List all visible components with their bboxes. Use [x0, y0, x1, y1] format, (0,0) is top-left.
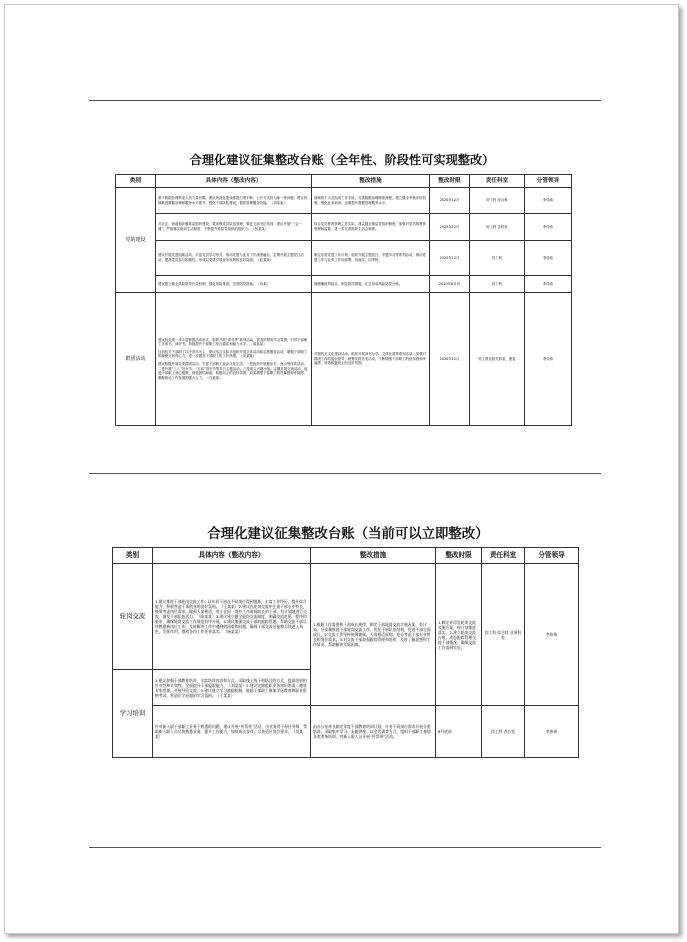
dept-cell: 综工科 办公室: [482, 706, 525, 758]
page2-title: 合理化建议征集整改台账（当前可以立即整改）: [207, 527, 489, 542]
table-row: [116, 276, 572, 293]
deadline-cell: 1.制定并印发轮岗交流实施方案，按计划推进落实。2.建立轮岗交流台账，动态跟踪管理交流干部情况，确保交流工作落到实处。: [436, 564, 482, 706]
page2-header-row: [113, 548, 579, 564]
content-cell: 1.建议加强干部教育培训，丰富培训内容和方式，采取线上线下相结合的方式，提高培训的针对性和实效性，全面提升干部履职能力。（刘某某）2.建议定期组织业务知识培训，邀请专家授课，开展经验交流。3.建议建立学习激励机制，鼓励干部职工参加学历教育和职业资格考试，营造比学赶超的学习氛围。（王某某）: [153, 670, 311, 706]
header-cell: 具体内容（整改内容）: [156, 175, 312, 188]
category-cell: 党的建设: [116, 188, 156, 293]
dept-cell: 综工科 各科室: [470, 214, 525, 241]
document-frame: [4, 4, 679, 934]
deadline-cell: 2020年12月: [430, 188, 470, 214]
category-cell: 学习培训: [113, 670, 153, 758]
header-cell: 整改措施: [312, 175, 430, 188]
header-cell: 类别: [113, 548, 153, 564]
content-paragraph: 目前机关干部职工以中青年为主，建议结合实际多组织开展文体活动和志愿服务活动，增强干部职工的凝聚力和向心力，进一步激发干部职工的工作热情。（吴某某）: [158, 349, 308, 359]
top-rule: [89, 100, 601, 101]
table-row: [116, 241, 572, 276]
deadline-cell: 6月底前: [436, 706, 482, 758]
content-paragraph: 建议积极开展各类群团活动，丰富干部职工业余文化生活，一是组织开展健步走、登山等体育活动，二是开展“三八”妇女节、“五四”青年节等节日主题活动，三是成立兴趣小组，定期开展交流活动，促进干部职工身心健康，营造团结和谐、积极向上的良好氛围，切实增强干部职工的归属感和幸福感，凝聚推动工作发展的强大合力。（马某某）: [158, 362, 308, 380]
leader-cell: 李伟伟: [525, 241, 572, 276]
measure-cell: 1.根据工作需要和干部成长规律，制定干部轮岗交流实施方案，有计划、分步骤推进干部轮岗交流工作，优化干部队伍结构，促进干部全面成长。2.交流工作坚持统筹兼顾、人岗相适原则，充分考虑干部专业特长和岗位需求。3.对交流干部加强跟踪管理和培养，及时了解思想和工作情况，帮助解决实际困难。: [311, 564, 436, 706]
page1-title: 合理化建议征集整改台账（全年性、阶段性可实现整改）: [189, 153, 495, 167]
header-cell: 责任科室: [470, 175, 525, 188]
dept-cell: 综工科 综合科: [470, 188, 525, 214]
table-row: [116, 214, 572, 241]
leader-cell: 李伟伟: [525, 293, 572, 426]
content-paragraph: 建议机关进一步丰富群团活动形式，组织开展“读书季”系列活动，营造浓厚的学习氛围，引导干部职工多读书、读好书，持续提升干部职工综合素质和能力水平。（周某某）: [158, 337, 308, 347]
dept-cell: 综工科 综合科 业务科室: [482, 564, 525, 706]
table-row: [113, 706, 579, 758]
content-cell: 1.建议推进干部轮岗交流工作，让年轻干部在不同岗位得到锻炼，丰富工作经历，提升综合能力，积极营造干事创业的良好氛围。（王某某）2.建议在轮岗交流中注重干部专业特长，统筹考虑岗位需求，做到人岗相适，对于在同一岗位工作时间较长的干部，有计划地进行交流，激发干部队伍活力。（陈某某）3.建议建立健全轮岗交流制度，明确交流范围、程序和要求，确保轮岗交流工作规范有序开展。4.建议加强交流干部的跟踪管理，帮助交流干部尽快熟悉新岗位工作，及时解决工作中遇到的困难和问题，确保干部交流后能够尽快进入角色，发挥作用，推动各项工作任务落实。（杨某某）: [153, 564, 311, 670]
header-cell: 整改时限: [430, 175, 470, 188]
page1-table: [115, 174, 572, 426]
header-cell: 分管领导: [525, 175, 572, 188]
leader-cell: 李伟伟: [525, 214, 572, 241]
bottom-rule: [89, 847, 601, 848]
dept-cell: 综工科及相关科室、团委: [470, 293, 525, 426]
content-cell: 对社区、街道和乡镇基层组织建设，要加强党员队伍管理，强化支部书记培训，建议开展“三会一课”，严格落实组织生活制度，不断提升基层党组织的组织力。（张某某）: [156, 214, 312, 241]
measure-cell: 开展机关文化建设活动，组织开展读书分享、文体比赛等系列活动，加强对群团工作的组织领导，统筹安排各类活动，不断增强干部职工的获得感和幸福感，营造积极向上的良好氛围。: [312, 293, 430, 426]
dept-cell: 综工科: [470, 241, 525, 276]
category-cell: 群团活动: [116, 293, 156, 426]
header-cell: 类别: [116, 175, 156, 188]
table-row: [116, 293, 572, 426]
header-cell: 具体内容（整改内容）: [153, 548, 311, 564]
header-cell: 整改措施: [311, 548, 436, 564]
dept-cell: 综工科: [470, 276, 525, 293]
leader-cell: 李伟伟: [525, 564, 579, 706]
content-cell: [156, 293, 312, 426]
deadline-cell: 2020年12月: [430, 293, 470, 426]
header-cell: 责任科室: [482, 548, 525, 564]
measure-cell: 结合党员教育管理工作实际，建立健全基层党组织制度，加强对党员的教育管理和监督，进一步完善组织生活会制度。: [312, 214, 430, 241]
measure-cell: 由办公室牵头制定年度干部教育培训计划，针对不同岗位需求开展分类培训，采取集中学习、专题讲座、以会代训等方式，组织干部职工参加各类业务培训，对新入职人员开展“传帮带”活动。: [311, 706, 436, 758]
deadline-cell: 2020年6月份: [430, 276, 470, 293]
page-separator: [89, 473, 601, 474]
deadline-cell: 2020年12月: [430, 241, 470, 276]
leader-cell: 李伟伟: [525, 188, 572, 214]
content-cell: 针对新入职干部职工业务不熟悉的问题，建议开展“传帮带”活动，由业务骨干担任导师，帮助新入职人员尽快熟悉业务，提升工作能力，加快成长步伐，尽快适应岗位要求。（吴某某）: [153, 706, 311, 758]
deadline-cell: 2020年12月: [430, 214, 470, 241]
page2-table: [112, 547, 579, 758]
table-row: [113, 564, 579, 670]
category-cell: 轮岗交流: [113, 564, 153, 670]
page1-header-row: [116, 175, 572, 188]
table-row: [116, 188, 572, 214]
measure-cell: 抽调骨干人员组成工作专班，完善数据治理制度流程，建立健全考核评价机制，强化业务培训，全面提升数据管理服务水平。: [312, 188, 430, 214]
leader-cell: 李伟伟: [525, 276, 572, 293]
measure-cell: 制定年度党建工作计划，组织开展主题党日、专题学习等系列活动，推动党建工作与业务工作同部署、同落实、同考核。: [312, 241, 430, 276]
measure-cell: 梳理廉政风险点，制定防控措施，汇总形成风险防控台账。: [312, 276, 430, 293]
content-cell: 基于数据处理科室人员力量有限、团队规范化建设推进力度不够、公开方式较为单一等问题，建议持续推进数据治理和服务水平提升，强化干部队伍建设，提高管理服务效能。（刘某某）: [156, 188, 312, 214]
content-cell: 建议建立健全风险防控长效机制，强化风险排查，完善防控措施。（孙某）: [156, 276, 312, 293]
header-cell: 整改时限: [436, 548, 482, 564]
content-cell: 建议开展党建创新活动，丰富党员学习形式，推动党建与业务工作深度融合，定期开展主题党日活动，提高党员参与积极性，形成以党建引领业务发展的良好局面。（赵某某）: [156, 241, 312, 276]
header-cell: 分管领导: [525, 548, 579, 564]
leader-cell: 李伟伟: [525, 706, 579, 758]
